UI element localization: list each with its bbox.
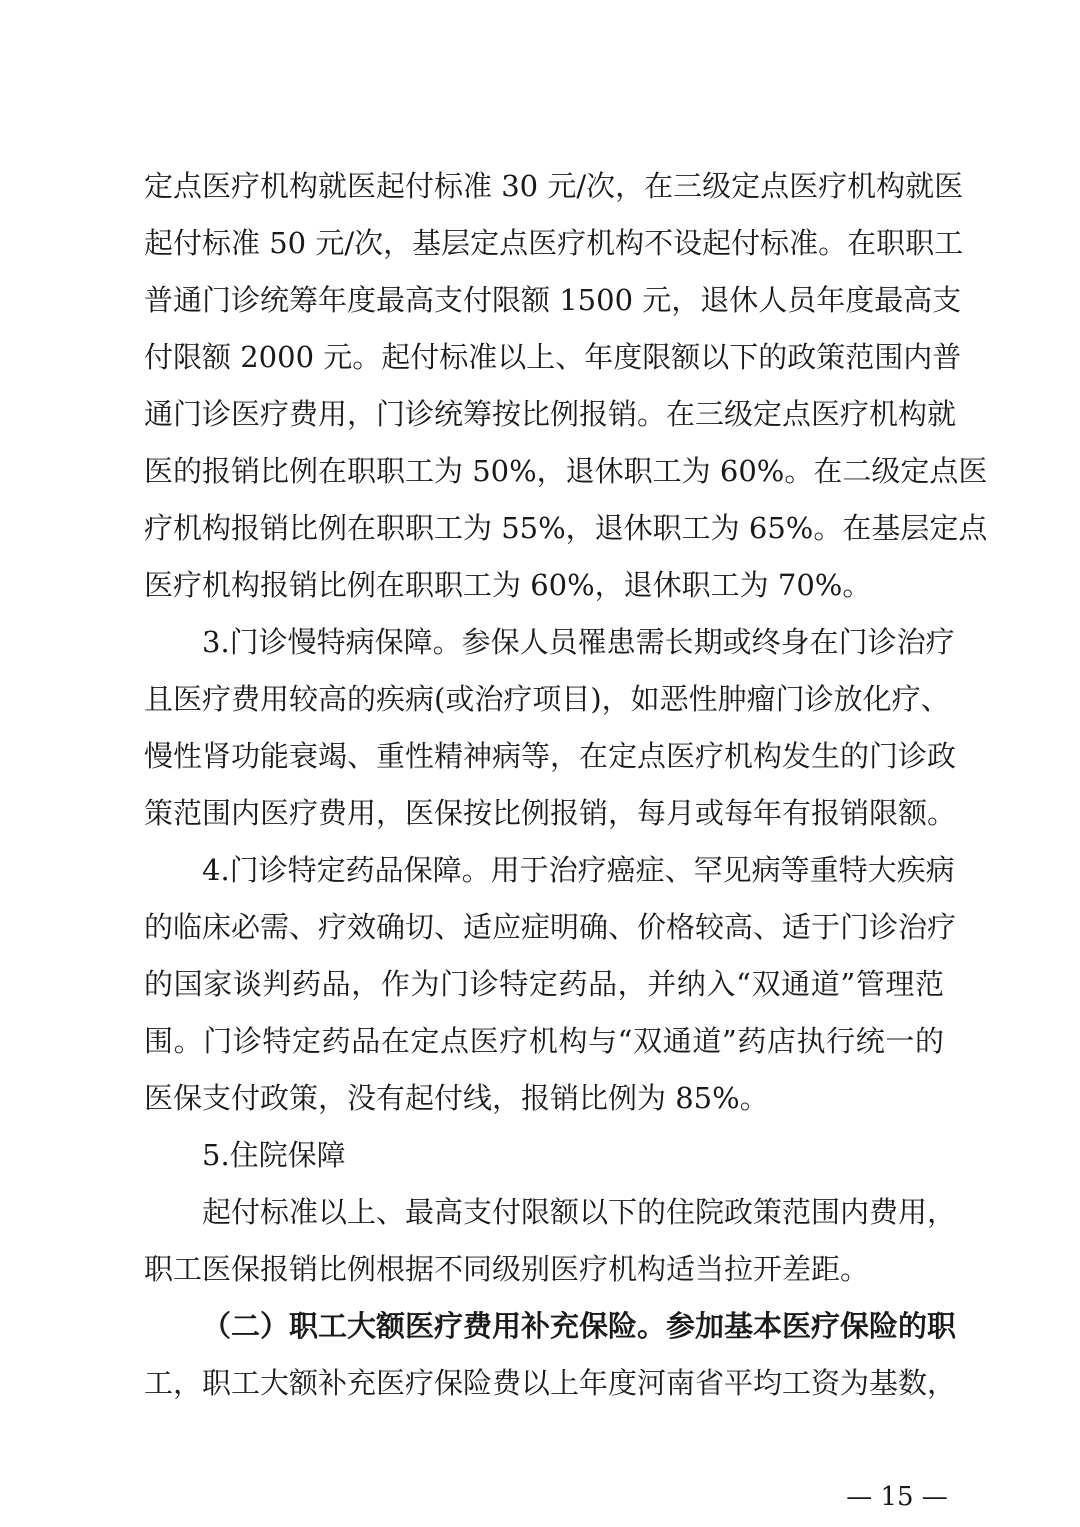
paragraph-line: 起付标准以上、最高支付限额以下的住院政策范围内费用，	[202, 1195, 957, 1229]
paragraph-line: 起付标准 50 元/次，基层定点医疗机构不设起付标准。在职职工	[144, 226, 964, 260]
paragraph-line: 3.门诊慢特病保障。参保人员罹患需长期或终身在门诊治疗	[202, 625, 955, 659]
paragraph-line: 付限额 2000 元。起付标准以上、年度限额以下的政策范围内普	[144, 340, 962, 374]
section-heading: 5.住院保障	[202, 1138, 346, 1172]
paragraph-line: 医保支付政策，没有起付线，报销比例为 85%。	[144, 1081, 769, 1115]
paragraph-line: 且医疗费用较高的疾病(或治疗项目)，如恶性肿瘤门诊放化疗、	[144, 682, 950, 716]
paragraph-line: 围。门诊特定药品在定点医疗机构与“双通道”药店执行统一的	[144, 1024, 944, 1058]
paragraph-line: 的临床必需、疗效确切、适应症明确、价格较高、适于门诊治疗	[144, 910, 957, 944]
paragraph-line: 定点医疗机构就医起付标准 30 元/次，在三级定点医疗机构就医	[144, 169, 964, 203]
page-number: — 15 —	[846, 1482, 948, 1512]
paragraph-line: 医疗机构报销比例在职职工为 60%，退休职工为 70%。	[144, 568, 872, 602]
section-heading-line: （二）职工大额医疗费用补充保险。参加基本医疗保险的职	[202, 1309, 957, 1343]
paragraph-line: 工，职工大额补充医疗保险费以上年度河南省平均工资为基数，	[144, 1366, 957, 1400]
paragraph-line: 医的报销比例在职职工为 50%，退休职工为 60%。在二级定点医	[144, 454, 988, 488]
paragraph-line: 4.门诊特定药品保障。用于治疗癌症、罕见病等重特大疾病	[202, 853, 955, 887]
paragraph-line: 疗机构报销比例在职职工为 55%，退休职工为 65%。在基层定点	[144, 511, 988, 545]
paragraph-line: 职工医保报销比例根据不同级别医疗机构适当拉开差距。	[144, 1252, 870, 1286]
paragraph-line: 普通门诊统筹年度最高支付限额 1500 元，退休人员年度最高支	[144, 283, 962, 317]
paragraph-line: 策范围内医疗费用，医保按比例报销，每月或每年有报销限额。	[144, 796, 957, 830]
paragraph-line: 的国家谈判药品，作为门诊特定药品，并纳入“双通道”管理范	[144, 967, 944, 1001]
paragraph-line: 慢性肾功能衰竭、重性精神病等，在定点医疗机构发生的门诊政	[144, 739, 957, 773]
paragraph-line: 通门诊医疗费用，门诊统筹按比例报销。在三级定点医疗机构就	[144, 397, 957, 431]
